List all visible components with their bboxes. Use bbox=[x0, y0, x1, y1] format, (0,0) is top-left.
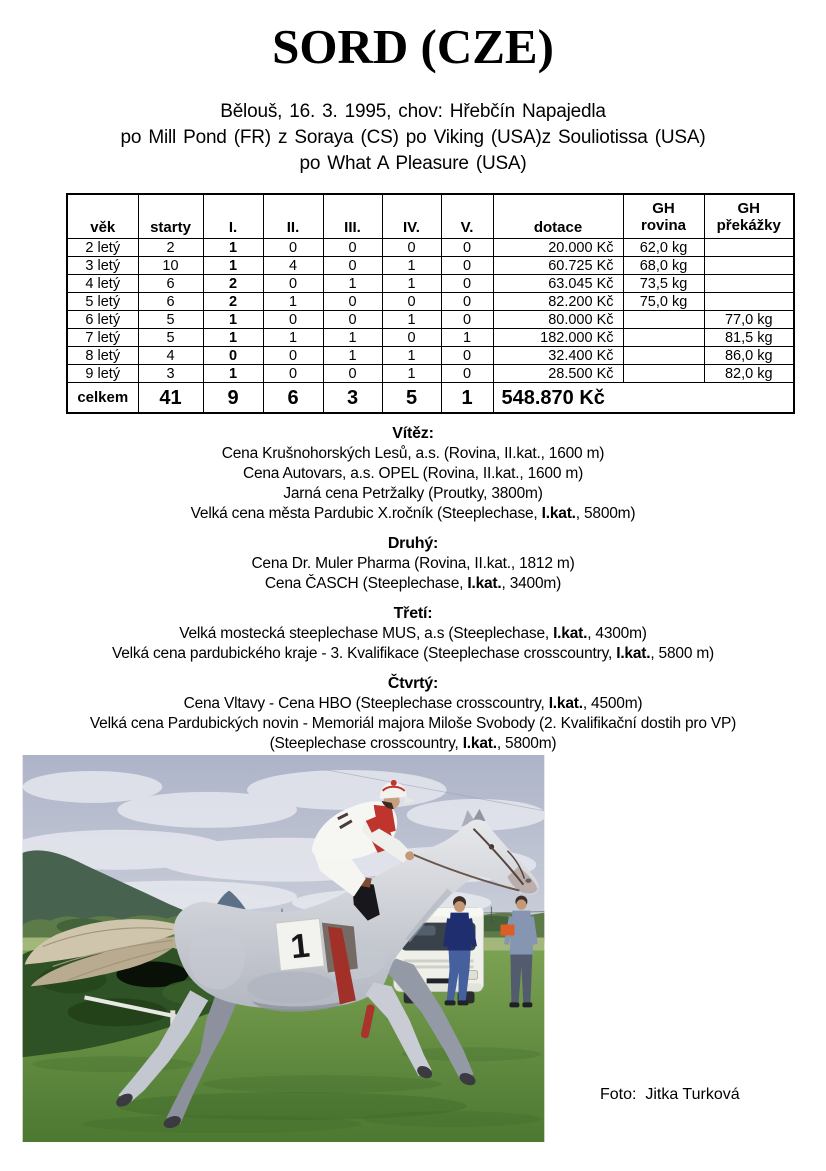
pedigree-line: Bělouš, 16. 3. 1995, chov: Hřebčín Napajedla bbox=[220, 101, 606, 122]
table-cell: 9 letý bbox=[67, 365, 138, 383]
table-cell: 0 bbox=[441, 257, 493, 275]
race-line: (Steeplechase crosscountry, I.kat., 5800m) bbox=[269, 735, 557, 752]
table-cell: 4 bbox=[138, 347, 203, 365]
column-header-vek: věk bbox=[67, 194, 138, 239]
pedigree-line: po Mill Pond (FR) z Soraya (CS) po Viking (USA)z Souliotissa (USA) bbox=[120, 127, 706, 148]
table-row bbox=[67, 275, 794, 293]
table-cell: 4 bbox=[263, 257, 323, 275]
table-cell: 182.000 Kč bbox=[493, 329, 623, 347]
table-cell: 20.000 Kč bbox=[493, 239, 623, 257]
table-cell: 28.500 Kč bbox=[493, 365, 623, 383]
total-label: celkem bbox=[67, 383, 138, 414]
table-cell: 5 letý bbox=[67, 293, 138, 311]
table-cell bbox=[704, 257, 794, 275]
table-cell: 1 bbox=[382, 275, 441, 293]
table-cell: 1 bbox=[382, 311, 441, 329]
table-cell: 0 bbox=[323, 239, 382, 257]
total-cell: 9 bbox=[203, 383, 263, 414]
table-cell: 82,0 kg bbox=[704, 365, 794, 383]
table-cell: 8 letý bbox=[67, 347, 138, 365]
table-cell bbox=[704, 239, 794, 257]
table-row bbox=[67, 347, 794, 365]
table-cell bbox=[623, 311, 704, 329]
table-total-row bbox=[67, 383, 794, 414]
table-cell: 6 bbox=[138, 293, 203, 311]
table-cell: 2 letý bbox=[67, 239, 138, 257]
table-cell: 0 bbox=[263, 311, 323, 329]
table-cell: 6 letý bbox=[67, 311, 138, 329]
table-cell: 4 letý bbox=[67, 275, 138, 293]
table-cell: 82.200 Kč bbox=[493, 293, 623, 311]
table-cell: 80.000 Kč bbox=[493, 311, 623, 329]
table-cell: 10 bbox=[138, 257, 203, 275]
column-header-starty: starty bbox=[138, 194, 203, 239]
race-line: Cena Autovars, a.s. OPEL (Rovina, II.kat., 1600 m) bbox=[242, 465, 584, 482]
table-cell bbox=[704, 275, 794, 293]
table-cell: 6 bbox=[138, 275, 203, 293]
table-cell: 0 bbox=[441, 275, 493, 293]
table-cell: 0 bbox=[263, 275, 323, 293]
table-row bbox=[67, 257, 794, 275]
race-line: Velká cena města Pardubic X.ročník (Steeplechase, I.kat., 5800m) bbox=[190, 505, 636, 522]
table-cell: 63.045 Kč bbox=[493, 275, 623, 293]
pedigree-line: po What A Pleasure (USA) bbox=[299, 153, 527, 174]
table-cell: 60.725 Kč bbox=[493, 257, 623, 275]
table-cell: 73,5 kg bbox=[623, 275, 704, 293]
table-cell: 0 bbox=[382, 293, 441, 311]
table-cell: 0 bbox=[263, 347, 323, 365]
total-cell: 3 bbox=[323, 383, 382, 414]
table-cell: 0 bbox=[441, 365, 493, 383]
column-header-4th: IV. bbox=[382, 194, 441, 239]
table-cell: 1 bbox=[382, 365, 441, 383]
table-cell: 0 bbox=[441, 239, 493, 257]
table-cell: 1 bbox=[203, 329, 263, 347]
table-cell: 0 bbox=[323, 365, 382, 383]
table-row bbox=[67, 329, 794, 347]
saddle-number: 1 bbox=[288, 926, 312, 967]
placements-block bbox=[0, 424, 826, 764]
table-cell: 5 bbox=[138, 311, 203, 329]
table-cell: 1 bbox=[203, 311, 263, 329]
total-cell: 1 bbox=[441, 383, 493, 414]
table-cell: 81,5 kg bbox=[704, 329, 794, 347]
table-cell bbox=[623, 365, 704, 383]
career-stats-table bbox=[66, 193, 795, 414]
race-line: Cena Vltavy - Cena HBO (Steeplechase crosscountry, I.kat., 4500m) bbox=[183, 695, 643, 712]
pedigree-block bbox=[0, 99, 826, 177]
table-cell: 0 bbox=[323, 293, 382, 311]
table-cell: 32.400 Kč bbox=[493, 347, 623, 365]
number-cloth bbox=[276, 918, 325, 970]
table-cell: 75,0 kg bbox=[623, 293, 704, 311]
table-cell: 1 bbox=[203, 365, 263, 383]
total-cell: 41 bbox=[138, 383, 203, 414]
table-header-row bbox=[67, 194, 794, 239]
race-line: Cena Dr. Muler Pharma (Rovina, II.kat., 1812 m) bbox=[251, 555, 575, 572]
column-header-3rd: III. bbox=[323, 194, 382, 239]
table-cell: 7 letý bbox=[67, 329, 138, 347]
race-line: Velká mostecká steeplechase MUS, a.s (Steeplechase, I.kat., 4300m) bbox=[179, 625, 647, 642]
photo-credit: Foto: Jitka Turková bbox=[600, 1086, 740, 1103]
race-line: Cena ČASCH (Steeplechase, I.kat., 3400m) bbox=[264, 575, 562, 592]
table-cell: 1 bbox=[382, 257, 441, 275]
horse-photo bbox=[22, 755, 545, 1142]
total-cell: 5 bbox=[382, 383, 441, 414]
placement-section-fourth bbox=[0, 674, 826, 754]
table-cell: 5 bbox=[138, 329, 203, 347]
table-cell: 1 bbox=[323, 347, 382, 365]
table-row bbox=[67, 293, 794, 311]
table-cell: 3 bbox=[138, 365, 203, 383]
table-row bbox=[67, 239, 794, 257]
table-cell: 0 bbox=[382, 329, 441, 347]
column-header-dotace: dotace bbox=[493, 194, 623, 239]
table-cell: 1 bbox=[382, 347, 441, 365]
table-cell: 2 bbox=[138, 239, 203, 257]
orange-box bbox=[500, 925, 514, 936]
table-cell: 0 bbox=[441, 293, 493, 311]
table-cell: 0 bbox=[323, 257, 382, 275]
table-cell: 3 letý bbox=[67, 257, 138, 275]
placement-section-winner bbox=[0, 424, 826, 524]
table-row bbox=[67, 311, 794, 329]
race-line: Cena Krušnohorských Lesů, a.s. (Rovina, II.kat., 1600 m) bbox=[221, 445, 605, 462]
table-cell bbox=[623, 329, 704, 347]
table-cell: 0 bbox=[263, 365, 323, 383]
table-cell: 77,0 kg bbox=[704, 311, 794, 329]
placement-section-third bbox=[0, 604, 826, 664]
table-cell: 0 bbox=[263, 239, 323, 257]
table-cell: 2 bbox=[203, 293, 263, 311]
table-cell: 0 bbox=[441, 347, 493, 365]
table-cell: 1 bbox=[263, 293, 323, 311]
section-heading: Čtvrtý: bbox=[387, 675, 439, 692]
section-heading: Vítěz: bbox=[392, 425, 434, 442]
race-line: Velká cena Pardubických novin - Memoriál majora Miloše Svobody (2. Kvalifikační dostih pro VP) bbox=[89, 715, 737, 732]
total-earnings: 548.870 Kč bbox=[493, 383, 794, 414]
total-cell: 6 bbox=[263, 383, 323, 414]
column-header-2nd: II. bbox=[263, 194, 323, 239]
table-cell: 62,0 kg bbox=[623, 239, 704, 257]
table-cell bbox=[623, 347, 704, 365]
table-cell: 0 bbox=[441, 311, 493, 329]
column-header-5th: V. bbox=[441, 194, 493, 239]
table-cell: 0 bbox=[323, 311, 382, 329]
column-header-gh-rovina: GH rovina bbox=[623, 194, 704, 239]
table-cell: 0 bbox=[203, 347, 263, 365]
table-cell: 86,0 kg bbox=[704, 347, 794, 365]
race-line: Velká cena pardubického kraje - 3. Kvalifikace (Steeplechase crosscountry, I.kat., 5800 m) bbox=[111, 645, 715, 662]
table-cell: 1 bbox=[203, 239, 263, 257]
table-cell: 1 bbox=[323, 329, 382, 347]
table-cell: 0 bbox=[382, 239, 441, 257]
table-cell: 2 bbox=[203, 275, 263, 293]
page-title: SORD (CZE) bbox=[272, 19, 554, 74]
section-heading: Druhý: bbox=[387, 535, 439, 552]
table-cell: 68,0 kg bbox=[623, 257, 704, 275]
table-cell bbox=[704, 293, 794, 311]
placement-section-second bbox=[0, 534, 826, 594]
table-row bbox=[67, 365, 794, 383]
table-cell: 1 bbox=[203, 257, 263, 275]
table-cell: 1 bbox=[263, 329, 323, 347]
column-header-gh-prekazky: GH překážky bbox=[704, 194, 794, 239]
table-cell: 1 bbox=[441, 329, 493, 347]
race-line: Jarná cena Petržalky (Proutky, 3800m) bbox=[283, 485, 543, 502]
column-header-1st: I. bbox=[203, 194, 263, 239]
table-cell: 1 bbox=[323, 275, 382, 293]
section-heading: Třetí: bbox=[393, 605, 433, 622]
